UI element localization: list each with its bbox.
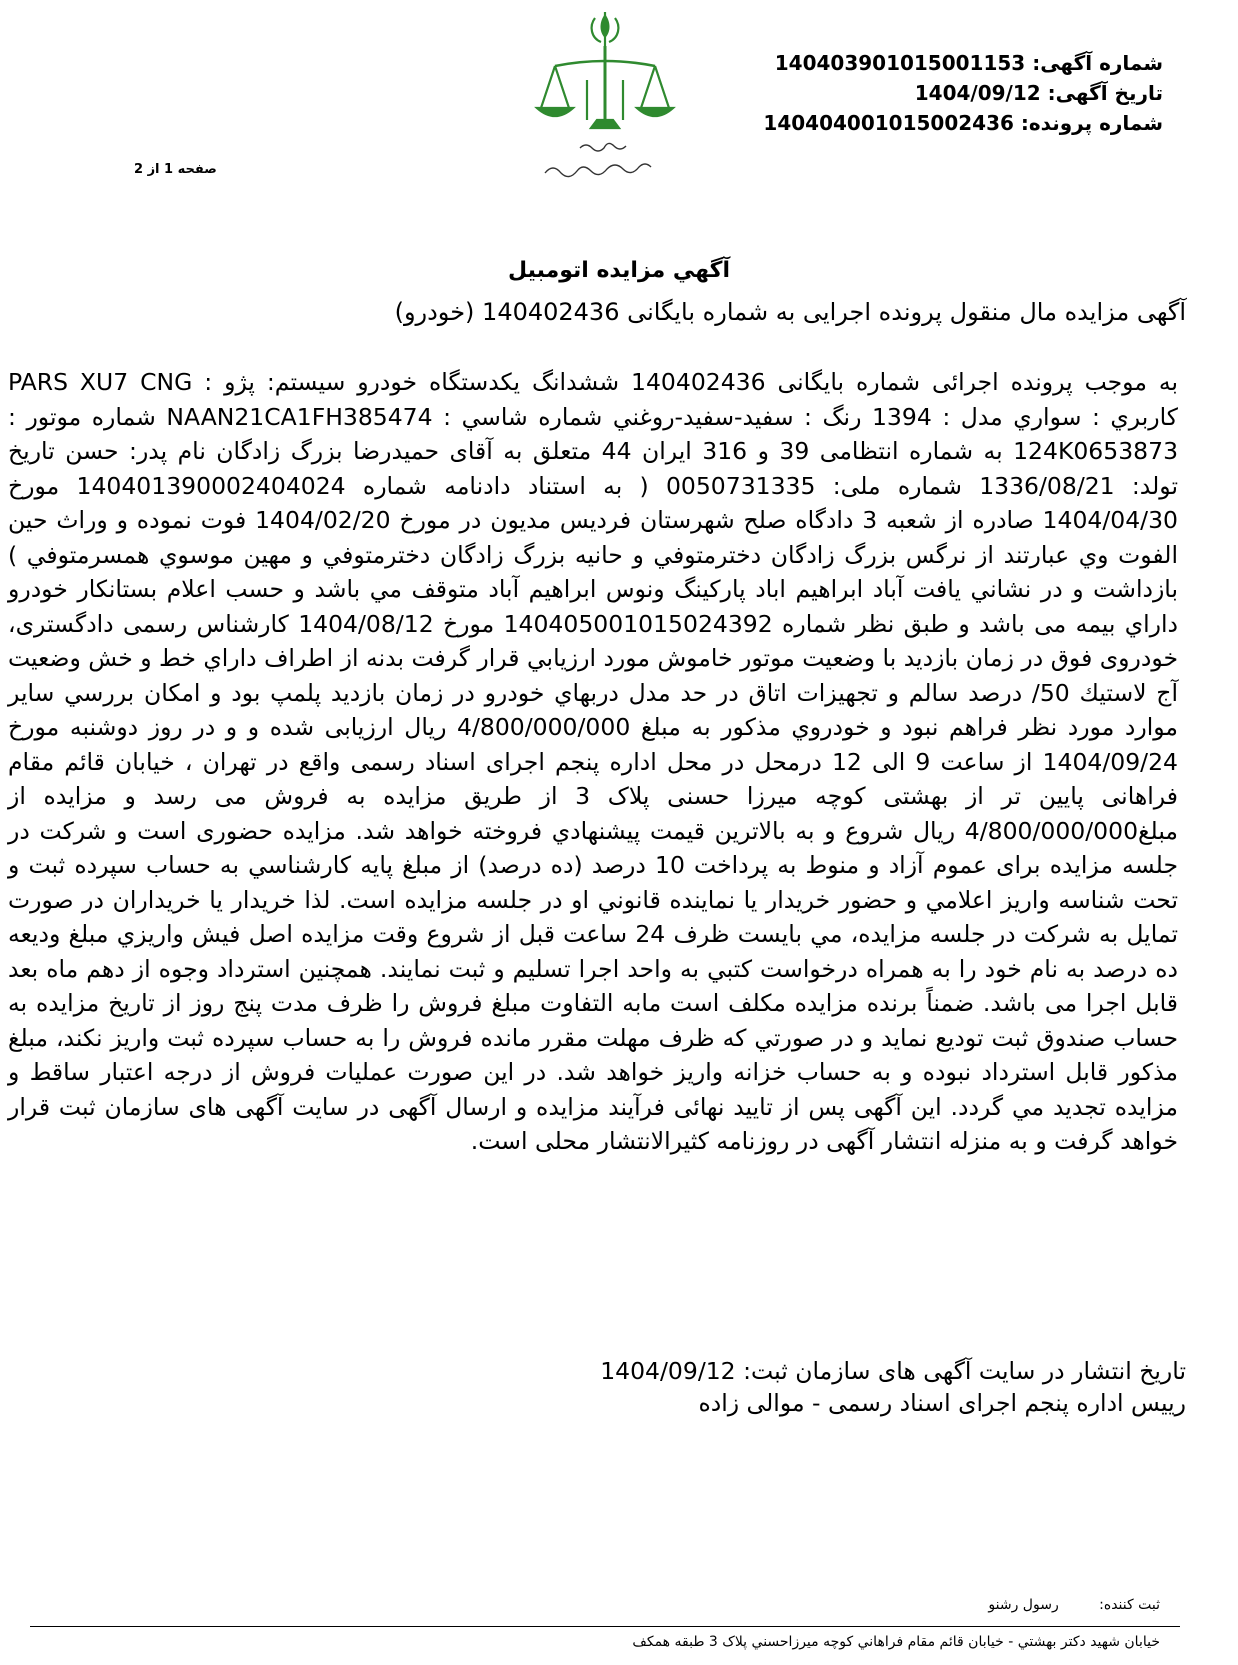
case-number: شماره پرونده: 140404001015002436	[763, 111, 1163, 135]
signature-line: رییس اداره پنجم اجرای اسناد رسمی - موالی زاده	[698, 1389, 1186, 1417]
office-address: خيابان شهيد دكتر بهشتي - خيابان قائم مقام فراهاني كوچه ميرزاحسني پلاک 3 طبقه همكف	[632, 1634, 1160, 1650]
publish-date-line: تاریخ انتشار در سایت آگهی های سازمان ثبت: 1404/09/12	[600, 1357, 1186, 1385]
notice-footer	[600, 1355, 1186, 1419]
notice-body-paragraph: به موجب پرونده اجرائی شماره بایگانی 140402436 ششدانگ یکدستگاه خودرو سیستم: پژو : PARS XU7 CNG کاربري : سواري مدل : 1394 رنگ : سفيد-سفيد-روغني شماره شاسي : NAAN21CA1FH385474 شماره موتور : 124K0653873 به شماره انتظامی 39 و 316 ایران 44 متعلق به آقای حمیدرضا بزرگ زادگان نام پدر: حسن تاریخ تولد: 1336/08/21 شماره ملی: 0050731335 ( به استناد دادنامه شماره 140401390002404024 مورخ 1404/04/30 صادره از شعبه 3 دادگاه صلح شهرستان فردیس مدیون در مورخ 1404/02/20 فوت نموده و وراث حين الفوت وي عبارتند از نرگس بزرگ زادگان دخترمتوفي و حانيه بزرگ زادگان دخترمتوفي و مهين موسوي همسرمتوفي ) بازداشت و در نشاني يافت آباد ابراهيم اباد پاركينگ ونوس ابراهيم آباد متوقف مي باشد و حسب اعلام بستانكار خودرو داراي بيمه می باشد و طبق نظر شماره 140405001015024392 مورخ 1404/08/12 كارشناس رسمی دادگستری، خودروی فوق در زمان بازديد با وضعيت موتور خاموش مورد ارزيابي قرار گرفت بدنه از اطراف داراي خط و خش وضعيت آج لاستيك 50/ درصد سالم و تجهيزات اتاق در حد مدل دربهاي خودرو در زمان بازديد پلمپ بود و امكان بررسي ساير موارد مورد نظر فراهم نبود و خودروي مذكور به مبلغ 4/800/000/000 ریال ارزیابی شده و و در روز دوشنبه مورخ 1404/09/24 از ساعت 9 الی 12 درمحل در محل اداره پنجم اجرای اسناد رسمی واقع در تهران ، خیابان قائم مقام فراهانی پایین تر از بهشتی کوچه میرزا حسنی پلاک 3 از طریق مزایده به فروش می رسد و مزایده از مبلغ4/800/000/000 ریال شروع و به بالاترین قیمت پیشنهادي فروخته خواهد شد. مزایده حضوری است و شرکت در جلسه مزایده برای عموم آزاد و منوط به پرداخت 10 درصد (ده درصد) از مبلغ پايه كارشناسي به حساب سپرده ثبت و تحت شناسه واريز اعلامي و حضور خريدار يا نماينده قانوني او در جلسه مزايده است. لذا خريدار يا خريداران در صورت تمايل به شركت در جلسه مزايده، مي بايست ظرف 24 ساعت قبل از شروع وقت مزايده اصل فيش واريزي مبلغ وديعه ده درصد به نام خود را به همراه درخواست كتبي به واحد اجرا تسليم و ثبت نمايند. همچنين استرداد وجوه از دهم ماه بعد قابل اجرا می باشد. ضمناً برنده مزایده مکلف است مابه التفاوت مبلغ فروش را ظرف مدت پنج روز از تاريخ مزايده به حساب صندوق ثبت توديع نمايد و در صورتي كه ظرف مهلت مقرر مانده فروش را به حساب سپرده ثبت واريز نكند، مبلغ مذكور قابل استرداد نبوده و به حساب خزانه واريز خواهد شد. در اين صورت عمليات فروش از درجه اعتبار ساقط و مزايده تجديد مي گردد. این آگهی پس از تایید نهائی فرآیند مزایده و ارسال آگهی در سایت آگهی های سازمان ثبت قرار خواهد گرفت و به منزله انتشار آگهی در روزنامه کثیرالانتشار محلی است.	[7, 368, 1179, 1155]
notice-body	[8, 365, 1178, 1159]
notice-subtitle: آگهی مزایده مال منقول پرونده اجرایی به شماره بایگانی 140402436 (خودرو)	[394, 298, 1186, 326]
notice-date: تاریخ آگهی: 1404/09/12	[914, 81, 1163, 105]
registrar-label: ثبت كننده:	[1099, 1597, 1160, 1613]
registrar-name: رسول رشنو	[988, 1597, 1059, 1613]
page-number: صفحه 1 از 2	[134, 162, 217, 177]
notice-title: آگهي مزايده اتومبيل	[507, 258, 731, 283]
notice-number: شماره آگهی: 140403901015001153	[774, 51, 1163, 75]
judiciary-emblem	[525, 8, 685, 188]
footer-divider	[30, 1626, 1180, 1627]
registrar-row	[988, 1597, 1160, 1613]
notice-meta	[763, 48, 1163, 138]
